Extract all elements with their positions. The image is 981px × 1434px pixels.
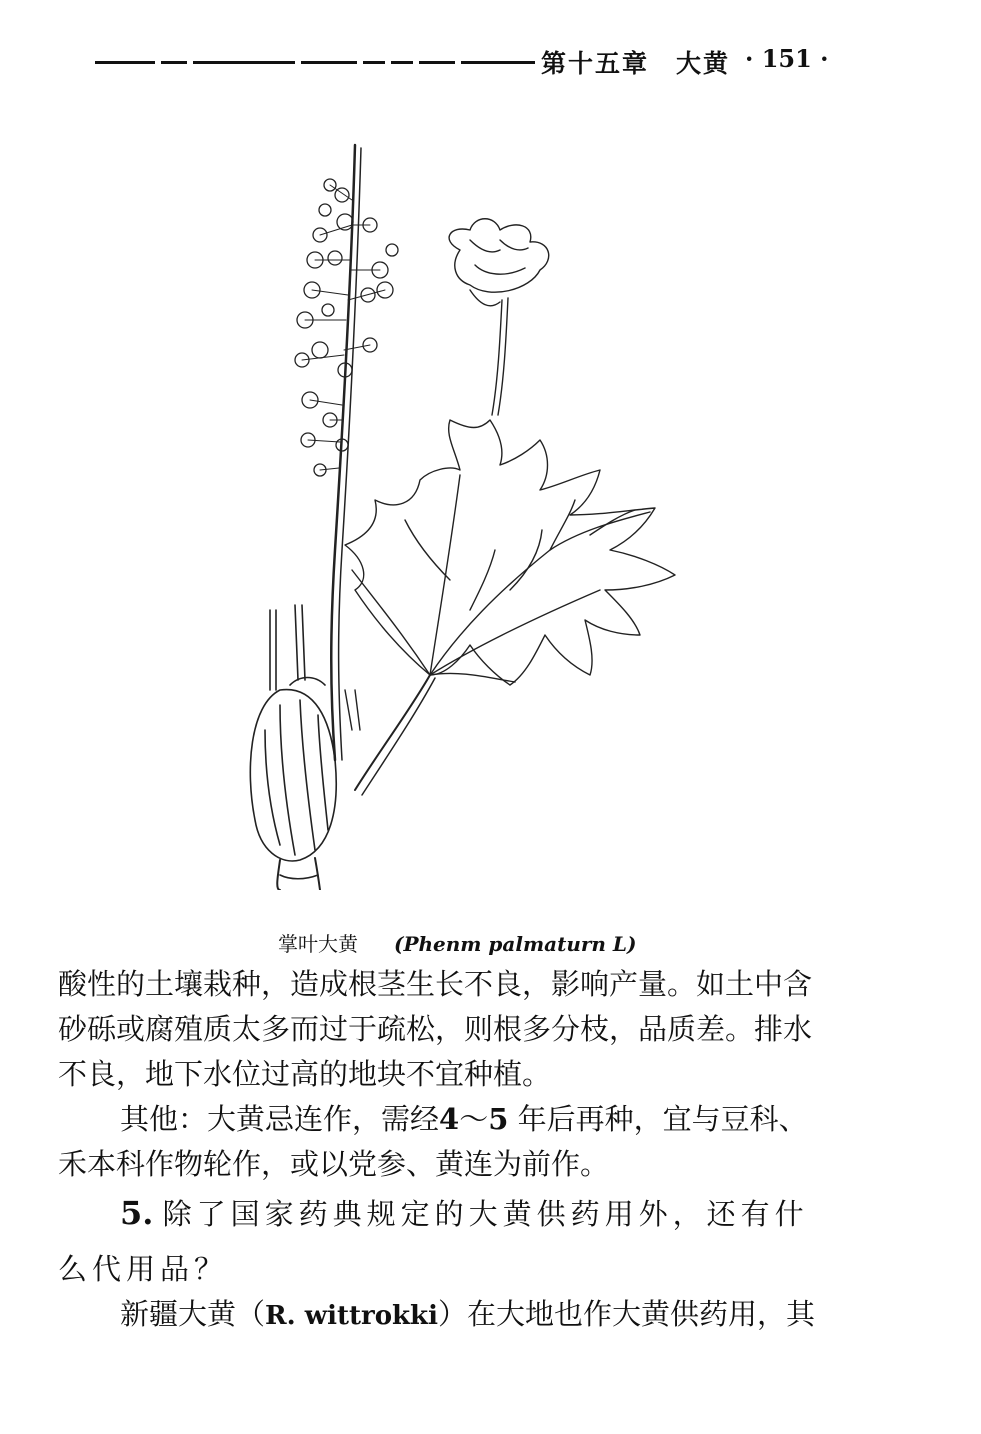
rule-gap bbox=[385, 58, 391, 66]
paragraph-line bbox=[58, 1097, 898, 1142]
page-number: · 151 · bbox=[745, 44, 829, 73]
paragraph-line bbox=[58, 1292, 898, 1339]
chapter-title: 第十五章 大黄 bbox=[541, 49, 731, 78]
paragraph-line: 不良，地下水位过高的地块不宜种植。 bbox=[58, 1057, 552, 1091]
header-rule bbox=[95, 61, 535, 64]
paragraph-line: 酸性的土壤栽种，造成根茎生长不良，影响产量。如土中含 bbox=[58, 967, 813, 1001]
text-span: ～ bbox=[459, 1102, 489, 1136]
rule-gap bbox=[357, 58, 363, 66]
question-number: 5. bbox=[120, 1194, 154, 1232]
rule-gap bbox=[155, 58, 161, 66]
paragraph-line: 砂砾或腐殖质太多而过于疏松，则根多分枝，品质差。排水 bbox=[58, 1012, 813, 1046]
number-span: 4 bbox=[439, 1102, 460, 1136]
text-span: 新疆大黄（ bbox=[120, 1297, 266, 1331]
rhubarb-illustration bbox=[130, 130, 730, 890]
running-head bbox=[95, 40, 865, 80]
paragraph-line: 禾本科作物轮作，或以党参、黄连为前作。 bbox=[58, 1147, 610, 1181]
body-text bbox=[58, 962, 898, 1339]
text-span: 年后再种，宜与豆科、 bbox=[517, 1102, 808, 1136]
question-text: 除了国家药典规定的大黄供药用外，还有什 bbox=[162, 1197, 809, 1231]
rule-gap bbox=[413, 58, 419, 66]
latin-name: R. wittrokki bbox=[265, 1301, 438, 1331]
rule-gap bbox=[295, 58, 301, 66]
text-span: ）在大地也作大黄供药用，其 bbox=[437, 1297, 815, 1331]
question-text-continued: 么代用品？ bbox=[58, 1252, 229, 1286]
question-heading bbox=[58, 1191, 898, 1237]
number-span: 5 bbox=[488, 1102, 509, 1136]
rule-gap bbox=[455, 58, 461, 66]
figure-caption bbox=[278, 928, 636, 957]
rhubarb-plant-drawing bbox=[130, 130, 730, 890]
rule-gap bbox=[187, 58, 193, 66]
caption-latin-name: (Phenm palmaturn L) bbox=[394, 932, 637, 956]
text-span: 其他：大黄忌连作，需经 bbox=[120, 1102, 440, 1136]
caption-chinese-name: 掌叶大黄 bbox=[278, 932, 358, 956]
